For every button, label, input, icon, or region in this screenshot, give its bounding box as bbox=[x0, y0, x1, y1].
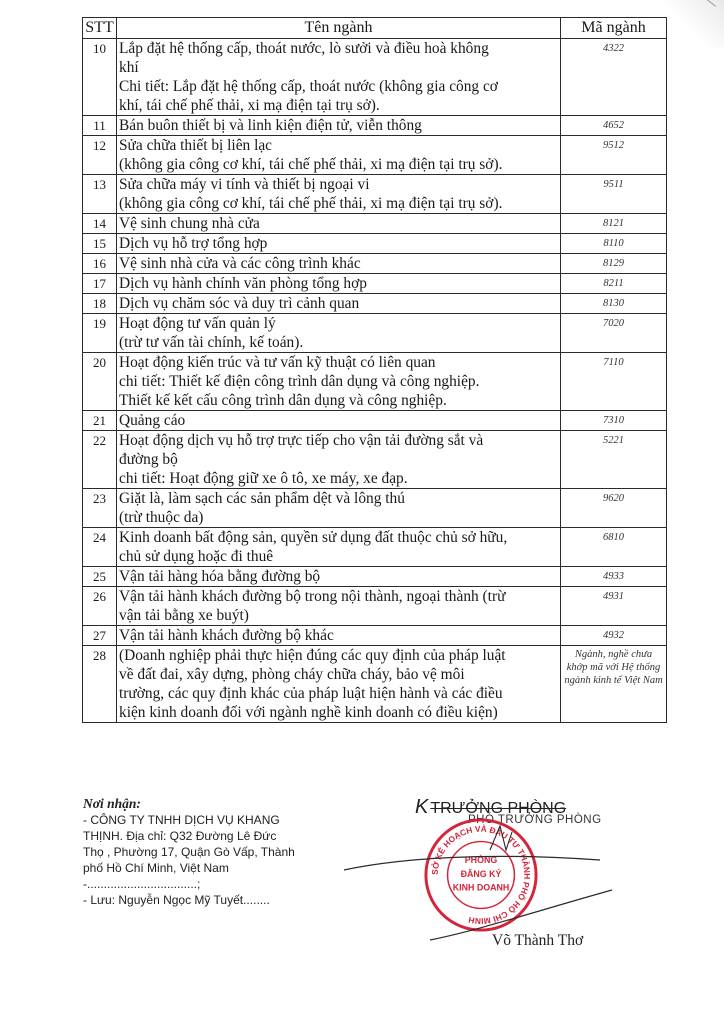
row-name-line: Dịch vụ chăm sóc và duy trì cảnh quan bbox=[119, 295, 360, 312]
stamp-center-line: PHÒNG bbox=[464, 855, 498, 866]
row-name bbox=[117, 646, 561, 723]
table-row bbox=[83, 528, 667, 567]
row-name-line: (không gia công cơ khí, tái chế phế thải, xi mạ điện tại trụ sở). bbox=[119, 156, 503, 173]
header-stt: STT bbox=[83, 18, 117, 39]
row-code: Ngành, nghề chưa khớp mã với Hệ thống ngành kinh tế Việt Nam bbox=[561, 646, 667, 723]
table-body bbox=[83, 39, 667, 723]
row-name-line: Quảng cáo bbox=[119, 412, 186, 429]
row-code: 8130 bbox=[561, 294, 667, 314]
stamp-ring-text: SỞ KẾ HOẠCH VÀ ĐẦU TƯ THÀNH PHỐ HỒ CHÍ MINH bbox=[429, 823, 533, 927]
row-name bbox=[117, 136, 561, 175]
row-code: 9511 bbox=[561, 175, 667, 214]
row-name-line: Lắp đặt hệ thống cấp, thoát nước, lò sưởi và điều hoà không bbox=[119, 40, 489, 57]
row-stt: 19 bbox=[83, 314, 117, 353]
row-name-line: Dịch vụ hỗ trợ tổng hợp bbox=[119, 235, 268, 252]
row-name bbox=[117, 39, 561, 116]
table-row bbox=[83, 116, 667, 136]
recipient-line: THỊNH. Địa chỉ: Q32 Đường Lê Đức bbox=[83, 829, 277, 843]
row-name bbox=[117, 353, 561, 411]
row-code: 7310 bbox=[561, 411, 667, 431]
table-header-row bbox=[83, 18, 667, 39]
header-name: Tên ngành bbox=[117, 18, 561, 39]
row-name bbox=[117, 214, 561, 234]
row-name-line: Vận tải hành khách đường bộ khác bbox=[119, 627, 334, 644]
row-name bbox=[117, 175, 561, 214]
recipients-title: Nơi nhận: bbox=[83, 796, 141, 811]
row-stt: 15 bbox=[83, 234, 117, 254]
signer-name: Võ Thành Thơ bbox=[492, 932, 584, 949]
row-name-line: khí bbox=[119, 59, 139, 76]
row-stt: 21 bbox=[83, 411, 117, 431]
row-code: 4652 bbox=[561, 116, 667, 136]
row-name-line: chi tiết: Hoạt động giữ xe ô tô, xe máy, xe đạp. bbox=[119, 470, 408, 487]
row-name bbox=[117, 314, 561, 353]
row-name-line: chi tiết: Thiết kế điện công trình dân dụng và công nghiệp. bbox=[119, 373, 480, 390]
page-corner-fold bbox=[664, 0, 724, 48]
row-name bbox=[117, 116, 561, 136]
row-code: 8129 bbox=[561, 254, 667, 274]
signature-mark: K bbox=[415, 796, 429, 818]
row-stt: 20 bbox=[83, 353, 117, 411]
row-stt: 24 bbox=[83, 528, 117, 567]
table-row bbox=[83, 175, 667, 214]
row-name-line: Thiết kế kết cấu công trình dân dụng và công nghiệp. bbox=[119, 392, 447, 409]
row-name-line: đường bộ bbox=[119, 451, 178, 468]
row-name-line: (Doanh nghiệp phải thực hiện đúng các quy định của pháp luật bbox=[119, 647, 506, 664]
table-row bbox=[83, 353, 667, 411]
row-code: 9620 bbox=[561, 489, 667, 528]
table-row bbox=[83, 567, 667, 587]
signer-subtitle: PHÓ TRƯỞNG PHÒNG bbox=[468, 814, 602, 826]
table-row bbox=[83, 274, 667, 294]
row-stt: 28 bbox=[83, 646, 117, 723]
row-name-line: Vận tải hàng hóa bằng đường bộ bbox=[119, 568, 321, 585]
recipient-line: - Lưu: Nguyễn Ngọc Mỹ Tuyết........ bbox=[83, 893, 270, 907]
row-name-line: (trừ thuộc da) bbox=[119, 509, 204, 526]
row-name-line: (trừ tư vấn tài chính, kế toán). bbox=[119, 334, 304, 351]
recipient-line: Thọ , Phường 17, Quận Gò Vấp, Thành bbox=[83, 845, 295, 859]
table-row bbox=[83, 234, 667, 254]
row-stt: 25 bbox=[83, 567, 117, 587]
table-row bbox=[83, 646, 667, 723]
row-stt: 18 bbox=[83, 294, 117, 314]
row-name bbox=[117, 626, 561, 646]
row-stt: 23 bbox=[83, 489, 117, 528]
row-name-line: Hoạt động tư vấn quản lý bbox=[119, 315, 276, 332]
row-stt: 11 bbox=[83, 116, 117, 136]
row-code: 7110 bbox=[561, 353, 667, 411]
row-name-line: khí, tái chế phế thải, xi mạ điện tại trụ sở). bbox=[119, 97, 380, 114]
recipient-line: - CÔNG TY TNHH DỊCH VỤ KHANG bbox=[83, 813, 280, 827]
row-stt: 12 bbox=[83, 136, 117, 175]
handwritten-signature bbox=[340, 820, 630, 960]
table-row bbox=[83, 587, 667, 626]
row-name-line: Dịch vụ hành chính văn phòng tổng hợp bbox=[119, 275, 367, 292]
row-name-line: về đất đai, xây dựng, phòng cháy chữa cháy, bảo vệ môi bbox=[119, 666, 465, 683]
title-strikethrough: TRƯỞNG PHÒNG bbox=[430, 800, 567, 817]
row-name bbox=[117, 567, 561, 587]
row-name-line: Hoạt động dịch vụ hỗ trợ trực tiếp cho vận tải đường sắt và bbox=[119, 432, 484, 449]
recipient-line: -.................................; bbox=[83, 877, 201, 891]
table-row bbox=[83, 489, 667, 528]
table-row bbox=[83, 411, 667, 431]
header-code: Mã ngành bbox=[561, 18, 667, 39]
row-name-line: Vệ sinh chung nhà cửa bbox=[119, 215, 260, 232]
table-row bbox=[83, 214, 667, 234]
row-name-line: kiện kinh doanh đối với ngành nghề kinh doanh có điều kiện) bbox=[119, 704, 498, 721]
table-row bbox=[83, 294, 667, 314]
row-name bbox=[117, 254, 561, 274]
row-name-line: Hoạt động kiến trúc và tư vấn kỹ thuật có liên quan bbox=[119, 354, 436, 371]
row-stt: 27 bbox=[83, 626, 117, 646]
table-row bbox=[83, 626, 667, 646]
table-row bbox=[83, 136, 667, 175]
row-name-line: Kinh doanh bất động sản, quyền sử dụng đất thuộc chủ sở hữu, bbox=[119, 529, 508, 546]
row-name bbox=[117, 431, 561, 489]
table-row bbox=[83, 254, 667, 274]
recipient-line: phố Hồ Chí Minh, Việt Nam bbox=[83, 861, 229, 875]
row-stt: 26 bbox=[83, 587, 117, 626]
row-name bbox=[117, 234, 561, 254]
row-stt: 10 bbox=[83, 39, 117, 116]
row-name-line: Bán buôn thiết bị và linh kiện điện tử, viễn thông bbox=[119, 117, 422, 134]
recipients-block bbox=[83, 796, 323, 908]
stamp-center-line: ĐĂNG KÝ bbox=[460, 868, 502, 879]
table-row bbox=[83, 431, 667, 489]
row-code: 8211 bbox=[561, 274, 667, 294]
business-lines-table bbox=[82, 17, 667, 723]
row-name-line: Giặt là, làm sạch các sản phẩm dệt và lông thú bbox=[119, 490, 405, 507]
row-code: 4933 bbox=[561, 567, 667, 587]
row-code: 8121 bbox=[561, 214, 667, 234]
row-name-line: Sửa chữa máy vi tính và thiết bị ngoại vi bbox=[119, 176, 370, 193]
row-stt: 14 bbox=[83, 214, 117, 234]
row-name bbox=[117, 489, 561, 528]
row-code: 6810 bbox=[561, 528, 667, 567]
row-stt: 22 bbox=[83, 431, 117, 489]
row-name bbox=[117, 274, 561, 294]
row-name-line: Vận tải hành khách đường bộ trong nội thành, ngoại thành (trừ bbox=[119, 588, 506, 605]
row-name-line: vận tải bằng xe buýt) bbox=[119, 607, 249, 624]
row-code: 7020 bbox=[561, 314, 667, 353]
row-code: 4322 bbox=[561, 39, 667, 116]
row-name bbox=[117, 587, 561, 626]
row-code: 4932 bbox=[561, 626, 667, 646]
row-name bbox=[117, 294, 561, 314]
row-stt: 17 bbox=[83, 274, 117, 294]
row-code: 5221 bbox=[561, 431, 667, 489]
table-row bbox=[83, 314, 667, 353]
row-name bbox=[117, 528, 561, 567]
row-name-line: trường, các quy định khác của pháp luật hiện hành và các điều bbox=[119, 685, 503, 702]
row-stt: 13 bbox=[83, 175, 117, 214]
stamp-center-line: KINH DOANH bbox=[452, 882, 510, 893]
row-code: 8110 bbox=[561, 234, 667, 254]
row-name-line: Vệ sinh nhà cửa và các công trình khác bbox=[119, 255, 361, 272]
row-code: 9512 bbox=[561, 136, 667, 175]
row-name-line: Sửa chữa thiết bị liên lạc bbox=[119, 137, 273, 154]
row-name-line: (không gia công cơ khí, tái chế phế thải, xi mạ điện tại trụ sở). bbox=[119, 195, 503, 212]
row-stt: 16 bbox=[83, 254, 117, 274]
table-row bbox=[83, 39, 667, 116]
row-name-line: chủ sử dụng hoặc đi thuê bbox=[119, 548, 274, 565]
row-code: 4931 bbox=[561, 587, 667, 626]
row-name bbox=[117, 411, 561, 431]
row-name-line: Chi tiết: Lắp đặt hệ thống cấp, thoát nước (không gia công cơ bbox=[119, 78, 498, 95]
